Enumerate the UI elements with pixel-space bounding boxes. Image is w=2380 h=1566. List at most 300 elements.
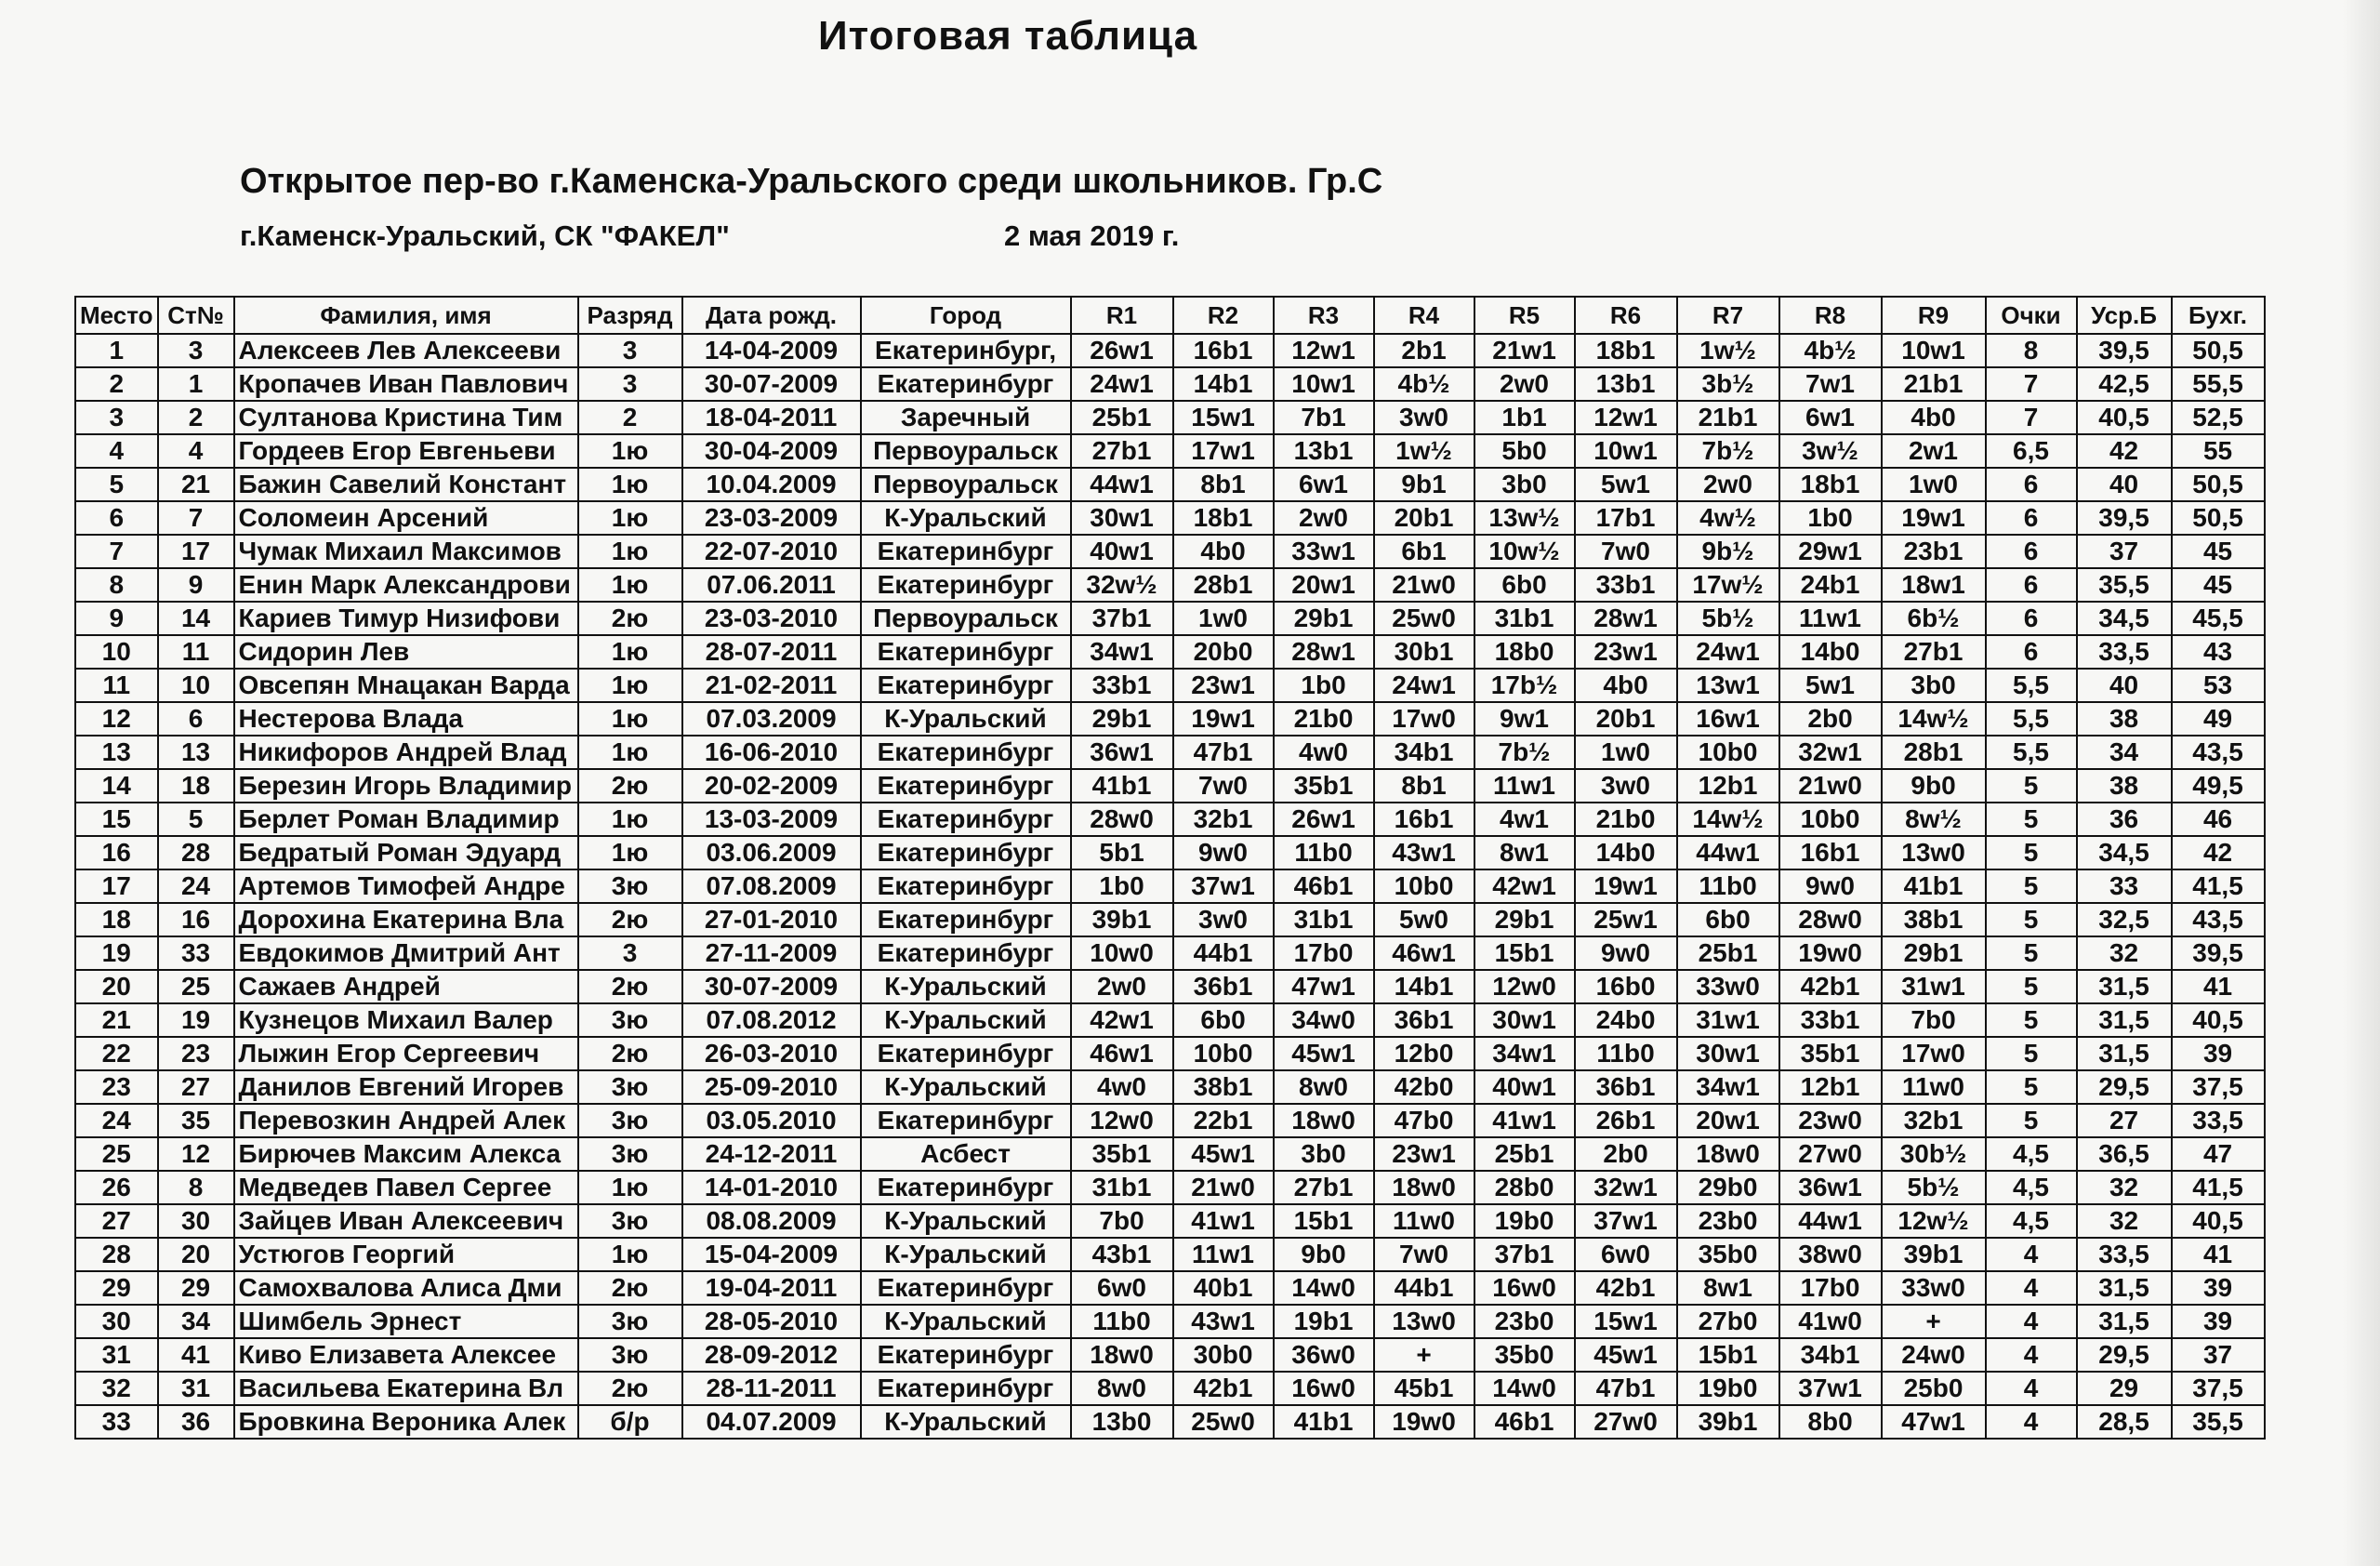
table-cell: 18w0 — [1677, 1137, 1779, 1171]
table-cell: 5 — [75, 468, 158, 501]
table-cell: 10w1 — [1575, 434, 1677, 468]
table-cell: 17w½ — [1677, 568, 1779, 602]
table-cell: 18b1 — [1173, 501, 1274, 535]
table-cell: 34 — [2077, 736, 2172, 769]
table-cell: 8w1 — [1677, 1271, 1779, 1305]
table-cell: 13-03-2009 — [682, 803, 861, 836]
table-cell: 33b1 — [1575, 568, 1677, 602]
table-cell: 5,5 — [1986, 736, 2077, 769]
table-cell: 34w1 — [1677, 1070, 1779, 1104]
table-cell: 5,5 — [1986, 702, 2077, 736]
table-cell: 19b0 — [1474, 1204, 1575, 1238]
table-cell: 39b1 — [1071, 903, 1173, 936]
table-cell: 41 — [2172, 970, 2265, 1003]
table-row — [75, 1003, 2265, 1037]
table-cell: 13w0 — [1882, 836, 1986, 869]
table-cell: Бедратый Роман Эдуард — [234, 836, 578, 869]
table-cell: Дорохина Екатерина Вла — [234, 903, 578, 936]
table-row — [75, 1372, 2265, 1405]
table-cell: 1ю — [578, 803, 682, 836]
table-cell: 6 — [1986, 635, 2077, 669]
table-cell: 33 — [75, 1405, 158, 1439]
table-cell: 50,5 — [2172, 468, 2265, 501]
table-row — [75, 367, 2265, 401]
table-cell: 30b0 — [1173, 1338, 1274, 1372]
table-cell: 2w0 — [1677, 468, 1779, 501]
table-cell: Бажин Савелий Констант — [234, 468, 578, 501]
table-cell: 32 — [2077, 1204, 2172, 1238]
table-cell: 21b1 — [1677, 401, 1779, 434]
table-cell: 20 — [158, 1238, 234, 1271]
table-cell: 26-03-2010 — [682, 1037, 861, 1070]
table-cell: 5b1 — [1071, 836, 1173, 869]
table-cell: Екатеринбург — [861, 936, 1071, 970]
table-cell: 2b0 — [1779, 702, 1882, 736]
table-cell: 31w1 — [1677, 1003, 1779, 1037]
table-cell: 35b1 — [1274, 769, 1374, 803]
table-cell: 1ю — [578, 434, 682, 468]
table-cell: Екатеринбург — [861, 903, 1071, 936]
table-cell: Екатеринбург — [861, 1271, 1071, 1305]
table-cell: 4,5 — [1986, 1137, 2077, 1171]
table-cell: 29b0 — [1677, 1171, 1779, 1204]
table-cell: 10w1 — [1882, 334, 1986, 367]
table-cell: 1ю — [578, 535, 682, 568]
table-cell: 19w1 — [1575, 869, 1677, 903]
table-cell: 35b0 — [1474, 1338, 1575, 1372]
table-cell: 5 — [1986, 1104, 2077, 1137]
table-cell: 24w1 — [1071, 367, 1173, 401]
table-cell: 19w1 — [1882, 501, 1986, 535]
table-cell: 37w1 — [1779, 1372, 1882, 1405]
table-cell: 20 — [75, 970, 158, 1003]
table-cell: 16w0 — [1274, 1372, 1374, 1405]
table-cell: 23-03-2009 — [682, 501, 861, 535]
table-cell: 29 — [158, 1271, 234, 1305]
table-row — [75, 1104, 2265, 1137]
table-cell: 45w1 — [1575, 1338, 1677, 1372]
table-cell: Гордеев Егор Евгеньеви — [234, 434, 578, 468]
table-cell: 27 — [75, 1204, 158, 1238]
table-row — [75, 568, 2265, 602]
table-cell: 55,5 — [2172, 367, 2265, 401]
table-cell: 10b0 — [1173, 1037, 1274, 1070]
table-cell: 3ю — [578, 1003, 682, 1037]
table-cell: 4w½ — [1677, 501, 1779, 535]
table-cell: 42w1 — [1474, 869, 1575, 903]
table-cell: Данилов Евгений Игорев — [234, 1070, 578, 1104]
table-cell: 31,5 — [2077, 1003, 2172, 1037]
table-cell: 8w0 — [1274, 1070, 1374, 1104]
table-cell: 9b0 — [1882, 769, 1986, 803]
table-cell: 16b1 — [1374, 803, 1474, 836]
table-cell: 43,5 — [2172, 736, 2265, 769]
table-cell: 16 — [158, 903, 234, 936]
table-cell: 9b1 — [1374, 468, 1474, 501]
table-cell: 36w1 — [1779, 1171, 1882, 1204]
table-cell: 29 — [2077, 1372, 2172, 1405]
table-cell: 18b1 — [1575, 334, 1677, 367]
table-cell: 7 — [1986, 401, 2077, 434]
table-cell: Алексеев Лев Алексееви — [234, 334, 578, 367]
table-cell: 08.08.2009 — [682, 1204, 861, 1238]
table-cell: 25b0 — [1882, 1372, 1986, 1405]
table-cell: 23b0 — [1474, 1305, 1575, 1338]
table-cell: 5b½ — [1677, 602, 1779, 635]
table-cell: 26 — [75, 1171, 158, 1204]
table-cell: 12 — [75, 702, 158, 736]
table-cell: 2ю — [578, 1372, 682, 1405]
table-cell: 28-05-2010 — [682, 1305, 861, 1338]
column-header: R8 — [1779, 297, 1882, 334]
table-cell: 6b0 — [1173, 1003, 1274, 1037]
table-cell: 8w½ — [1882, 803, 1986, 836]
table-cell: 16w0 — [1474, 1271, 1575, 1305]
table-cell: 1w0 — [1173, 602, 1274, 635]
table-cell: 45 — [2172, 568, 2265, 602]
table-cell: 28b1 — [1882, 736, 1986, 769]
table-cell: 47w1 — [1274, 970, 1374, 1003]
table-cell: К-Уральский — [861, 1003, 1071, 1037]
table-body — [75, 334, 2265, 1439]
table-cell: 39,5 — [2172, 936, 2265, 970]
table-cell: 21b0 — [1575, 803, 1677, 836]
table-cell: 24w1 — [1374, 669, 1474, 702]
table-cell: 28w1 — [1575, 602, 1677, 635]
column-header: Очки — [1986, 297, 2077, 334]
table-cell: 16 — [75, 836, 158, 869]
table-cell: 19w0 — [1374, 1405, 1474, 1439]
table-cell: 5 — [1986, 769, 2077, 803]
table-cell: 39b1 — [1677, 1405, 1779, 1439]
table-cell: 8b0 — [1779, 1405, 1882, 1439]
table-cell: 5w0 — [1374, 903, 1474, 936]
table-cell: 45 — [2172, 535, 2265, 568]
table-cell: 12w0 — [1071, 1104, 1173, 1137]
table-cell: 27w0 — [1575, 1405, 1677, 1439]
table-cell: 9b0 — [1274, 1238, 1374, 1271]
table-cell: Екатеринбург — [861, 769, 1071, 803]
table-cell: 30w1 — [1071, 501, 1173, 535]
table-cell: 39,5 — [2077, 501, 2172, 535]
table-cell: Лыжин Егор Сергеевич — [234, 1037, 578, 1070]
table-cell: 15w1 — [1173, 401, 1274, 434]
table-cell: 31w1 — [1882, 970, 1986, 1003]
table-cell: + — [1374, 1338, 1474, 1372]
table-cell: 3w0 — [1374, 401, 1474, 434]
table-cell: 7w0 — [1173, 769, 1274, 803]
table-cell: 8 — [1986, 334, 2077, 367]
table-cell: 25w1 — [1575, 903, 1677, 936]
table-cell: 22 — [75, 1037, 158, 1070]
table-cell: 36 — [158, 1405, 234, 1439]
table-cell: 39 — [2172, 1305, 2265, 1338]
table-cell: 36w1 — [1071, 736, 1173, 769]
table-cell: 7b1 — [1274, 401, 1374, 434]
table-cell: 1w0 — [1575, 736, 1677, 769]
table-cell: 12w1 — [1575, 401, 1677, 434]
table-cell: 24b1 — [1779, 568, 1882, 602]
table-cell: 12 — [158, 1137, 234, 1171]
table-cell: 9w0 — [1173, 836, 1274, 869]
table-cell: 7 — [75, 535, 158, 568]
table-cell: 44w1 — [1779, 1204, 1882, 1238]
table-cell: 6w0 — [1575, 1238, 1677, 1271]
table-cell: 28-11-2011 — [682, 1372, 861, 1405]
table-cell: 32b1 — [1882, 1104, 1986, 1137]
table-cell: 37 — [2172, 1338, 2265, 1372]
table-cell: 03.06.2009 — [682, 836, 861, 869]
table-cell: 6b1 — [1374, 535, 1474, 568]
table-cell: Самохвалова Алиса Дми — [234, 1271, 578, 1305]
table-cell: 10b0 — [1374, 869, 1474, 903]
table-row — [75, 836, 2265, 869]
table-cell: Евдокимов Дмитрий Ант — [234, 936, 578, 970]
table-cell: Екатеринбург — [861, 869, 1071, 903]
table-cell: 18 — [75, 903, 158, 936]
table-cell: 7b0 — [1071, 1204, 1173, 1238]
table-cell: 21-02-2011 — [682, 669, 861, 702]
table-cell: 4 — [1986, 1271, 2077, 1305]
table-cell: Овсепян Мнацакан Варда — [234, 669, 578, 702]
table-cell: 6,5 — [1986, 434, 2077, 468]
table-cell: 4b0 — [1882, 401, 1986, 434]
table-row — [75, 1338, 2265, 1372]
table-cell: 30 — [75, 1305, 158, 1338]
table-cell: 35b0 — [1677, 1238, 1779, 1271]
table-cell: 40w1 — [1071, 535, 1173, 568]
table-cell: Чумак Михаил Максимов — [234, 535, 578, 568]
table-cell: Киво Елизавета Алексее — [234, 1338, 578, 1372]
table-cell: 32,5 — [2077, 903, 2172, 936]
table-cell: 13w0 — [1374, 1305, 1474, 1338]
table-cell: 2b1 — [1374, 334, 1474, 367]
table-cell: 31 — [75, 1338, 158, 1372]
table-cell: Перевозкин Андрей Алек — [234, 1104, 578, 1137]
table-cell: 10b0 — [1677, 736, 1779, 769]
table-row — [75, 535, 2265, 568]
table-cell: 22b1 — [1173, 1104, 1274, 1137]
table-cell: 41b1 — [1882, 869, 1986, 903]
table-cell: 23 — [158, 1037, 234, 1070]
table-cell: 41b1 — [1274, 1405, 1374, 1439]
table-cell: 4 — [1986, 1338, 2077, 1372]
table-cell: 3w0 — [1575, 769, 1677, 803]
table-cell: 14w0 — [1474, 1372, 1575, 1405]
table-cell: 32 — [2077, 1171, 2172, 1204]
table-cell: 15w1 — [1575, 1305, 1677, 1338]
table-cell: 31,5 — [2077, 970, 2172, 1003]
table-cell: 27w0 — [1779, 1137, 1882, 1171]
table-cell: 26w1 — [1071, 334, 1173, 367]
table-cell: 2 — [158, 401, 234, 434]
table-cell: 21 — [158, 468, 234, 501]
column-header: R6 — [1575, 297, 1677, 334]
table-cell: 04.07.2009 — [682, 1405, 861, 1439]
table-cell: 47b1 — [1173, 736, 1274, 769]
table-cell: 18-04-2011 — [682, 401, 861, 434]
table-cell: 38b1 — [1882, 903, 1986, 936]
table-cell: 38b1 — [1173, 1070, 1274, 1104]
table-cell: 44w1 — [1071, 468, 1173, 501]
table-cell: 23w1 — [1173, 669, 1274, 702]
table-cell: 43 — [2172, 635, 2265, 669]
table-cell: 37,5 — [2172, 1372, 2265, 1405]
table-cell: 11w0 — [1374, 1204, 1474, 1238]
table-cell: 34 — [158, 1305, 234, 1338]
table-cell: 18b1 — [1779, 468, 1882, 501]
table-cell: Екатеринбург — [861, 535, 1071, 568]
table-cell: Екатеринбург — [861, 367, 1071, 401]
table-cell: 25 — [158, 970, 234, 1003]
table-cell: 19b1 — [1274, 1305, 1374, 1338]
table-cell: 27 — [2077, 1104, 2172, 1137]
table-cell: 46 — [2172, 803, 2265, 836]
table-cell: 29b1 — [1274, 602, 1374, 635]
table-cell: 20b1 — [1374, 501, 1474, 535]
table-cell: 2ю — [578, 1271, 682, 1305]
table-cell: 3 — [578, 936, 682, 970]
table-cell: 1ю — [578, 468, 682, 501]
table-cell: 10w1 — [1274, 367, 1374, 401]
table-cell: 15b1 — [1274, 1204, 1374, 1238]
table-cell: 21 — [75, 1003, 158, 1037]
table-cell: 19b0 — [1677, 1372, 1779, 1405]
table-cell: 28w1 — [1274, 635, 1374, 669]
table-cell: Первоуральск — [861, 434, 1071, 468]
table-cell: 14-04-2009 — [682, 334, 861, 367]
table-cell: 10w0 — [1071, 936, 1173, 970]
table-cell: 11w1 — [1779, 602, 1882, 635]
table-cell: 41w0 — [1779, 1305, 1882, 1338]
table-cell: 14w½ — [1677, 803, 1779, 836]
table-cell: 25b1 — [1677, 936, 1779, 970]
table-cell: 30b½ — [1882, 1137, 1986, 1171]
table-row — [75, 970, 2265, 1003]
table-cell: 27-01-2010 — [682, 903, 861, 936]
table-cell: 23w1 — [1575, 635, 1677, 669]
table-cell: 49 — [2172, 702, 2265, 736]
table-cell: 34b1 — [1374, 736, 1474, 769]
table-cell: 20b1 — [1575, 702, 1677, 736]
table-cell: 12b1 — [1779, 1070, 1882, 1104]
table-row — [75, 1070, 2265, 1104]
table-cell: 5b½ — [1882, 1171, 1986, 1204]
table-cell: 1 — [158, 367, 234, 401]
table-cell: 7w1 — [1779, 367, 1882, 401]
table-row — [75, 602, 2265, 635]
table-cell: 10b0 — [1779, 803, 1882, 836]
table-cell: 37b1 — [1071, 602, 1173, 635]
table-cell: 3ю — [578, 1070, 682, 1104]
table-cell: 7b½ — [1677, 434, 1779, 468]
table-cell: 21b0 — [1274, 702, 1374, 736]
table-cell: 17w0 — [1882, 1037, 1986, 1070]
table-cell: 37 — [2077, 535, 2172, 568]
table-cell: 31 — [158, 1372, 234, 1405]
table-cell: Султанова Кристина Тим — [234, 401, 578, 434]
table-cell: Екатеринбург, — [861, 334, 1071, 367]
table-cell: 11b0 — [1071, 1305, 1173, 1338]
table-cell: 39 — [2172, 1037, 2265, 1070]
table-cell: Екатеринбург — [861, 1037, 1071, 1070]
table-cell: К-Уральский — [861, 1204, 1071, 1238]
table-cell: 32 — [75, 1372, 158, 1405]
table-cell: 9b½ — [1677, 535, 1779, 568]
table-cell: 27-11-2009 — [682, 936, 861, 970]
table-row — [75, 803, 2265, 836]
table-cell: 38w0 — [1779, 1238, 1882, 1271]
table-cell: 8b1 — [1173, 468, 1274, 501]
table-cell: 1w0 — [1882, 468, 1986, 501]
table-cell: 3 — [578, 334, 682, 367]
table-cell: 2ю — [578, 903, 682, 936]
table-cell: 46w1 — [1374, 936, 1474, 970]
document-subtitle: Открытое пер-во г.Каменска-Уральского среди школьников. Гр.С — [240, 162, 1383, 201]
table-cell: Екатеринбург — [861, 669, 1071, 702]
table-cell: 21w0 — [1374, 568, 1474, 602]
table-row — [75, 1238, 2265, 1271]
table-cell: 13 — [75, 736, 158, 769]
column-header: Разряд — [578, 297, 682, 334]
table-cell: 44w1 — [1677, 836, 1779, 869]
column-header: Ст№ — [158, 297, 234, 334]
table-cell: 7 — [1986, 367, 2077, 401]
table-cell: 17 — [75, 869, 158, 903]
table-cell: 34w1 — [1474, 1037, 1575, 1070]
table-cell: Березин Игорь Владимир — [234, 769, 578, 803]
table-cell: 41w1 — [1474, 1104, 1575, 1137]
table-cell: 10 — [75, 635, 158, 669]
table-row — [75, 1271, 2265, 1305]
table-cell: 35b1 — [1779, 1037, 1882, 1070]
table-cell: 11b0 — [1575, 1037, 1677, 1070]
table-cell: 30-07-2009 — [682, 367, 861, 401]
table-cell: 33,5 — [2077, 1238, 2172, 1271]
table-cell: 1ю — [578, 736, 682, 769]
table-row — [75, 669, 2265, 702]
table-row — [75, 1204, 2265, 1238]
table-cell: 03.05.2010 — [682, 1104, 861, 1137]
table-cell: 23w1 — [1374, 1137, 1474, 1171]
table-cell: 42b0 — [1374, 1070, 1474, 1104]
table-cell: 33,5 — [2077, 635, 2172, 669]
table-cell: 28 — [158, 836, 234, 869]
table-cell: 13b1 — [1575, 367, 1677, 401]
table-cell: Устюгов Георгий — [234, 1238, 578, 1271]
table-cell: 5 — [1986, 1037, 2077, 1070]
table-cell: 49,5 — [2172, 769, 2265, 803]
table-cell: 18w0 — [1274, 1104, 1374, 1137]
column-header: Город — [861, 297, 1071, 334]
table-cell: 47w1 — [1882, 1405, 1986, 1439]
table-cell: 42 — [2172, 836, 2265, 869]
table-cell: 47 — [2172, 1137, 2265, 1171]
table-cell: 41b1 — [1071, 769, 1173, 803]
table-cell: 4b½ — [1374, 367, 1474, 401]
table-row — [75, 1137, 2265, 1171]
document-location: г.Каменск-Уральский, СК "ФАКЕЛ" — [240, 219, 730, 252]
table-cell: 12b1 — [1677, 769, 1779, 803]
table-header-row — [75, 297, 2265, 334]
table-cell: 1ю — [578, 702, 682, 736]
table-cell: 3 — [158, 334, 234, 367]
table-cell: 17b0 — [1274, 936, 1374, 970]
table-cell: 23b1 — [1882, 535, 1986, 568]
column-header: Бухг. — [2172, 297, 2265, 334]
table-cell: 16w1 — [1677, 702, 1779, 736]
table-cell: 28b1 — [1173, 568, 1274, 602]
